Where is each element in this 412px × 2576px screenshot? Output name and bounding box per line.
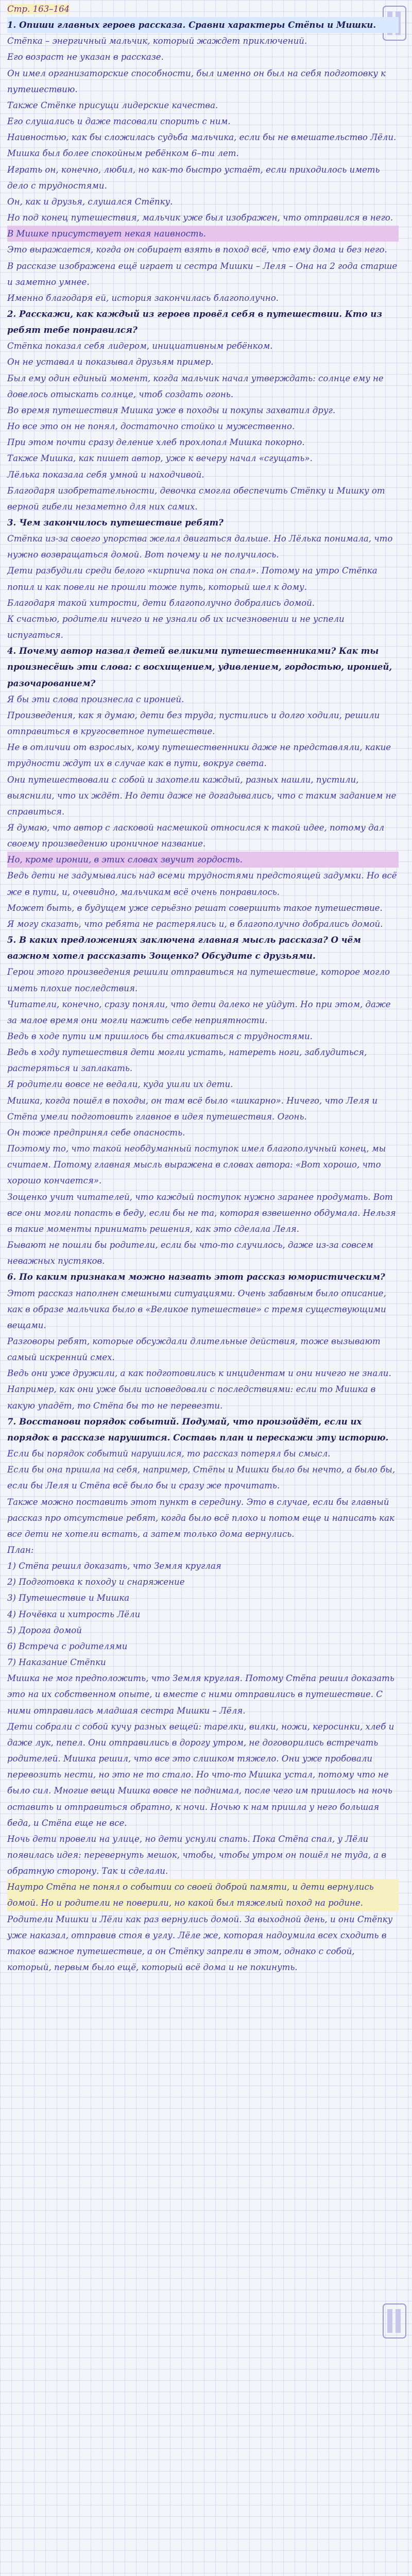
plan-item: 7) Наказание Стёпки [7, 1657, 106, 1668]
answer-line: Произведения, как я думаю, дети без труда, пустились и долго ходили, решили отправиться в кругосветное путешествие. [7, 710, 380, 737]
answer-line: При этом почти сразу деление хлеб прохлопал Мишка покорно. [7, 437, 305, 448]
answer-line: Также можно поставить этот пункт в середину. Это в случае, если бы главный рассказ про отсутствие ребят, когда было всё плохо и потом еще и написать как все дети не хотели встать, а затем только дома вернулись. [7, 1497, 394, 1539]
answer-line: Но все это он не понял, достаточно стойко и мужественно. [7, 421, 295, 432]
answer-line: Бывают не пошли бы родители, если бы что-то случилось, даже из-за совсем неважных пустяков. [7, 1240, 373, 1266]
plan-item: 2) Подготовка к походу и снаряжение [7, 1577, 185, 1587]
retell-paragraph: Родители Мишки и Лёли как раз вернулись домой. За выходной день, и они Стёпку уже наказал, отправив стоя в углу. Лёле же, которая надоумила всех сходить в такое важное путешествие, а он Стёпку запрели в этом, однако с собой, который, первым было ещё, который всё дома и не покинуть. [7, 1914, 393, 1973]
plan-item: 5) Дорога домой [7, 1625, 82, 1635]
answer-line: Читатели, конечно, сразу поняли, что дети далеко не уйдут. Но при этом, даже за малое время они могли нажить себе неприятности. [7, 999, 391, 1025]
answer-line: Мишка был более спокойным ребёнком 6–ти лет. [7, 148, 239, 159]
answer-line: Он имел организаторские способности, был именно он был на себя подготовку к путешествию. [7, 68, 386, 94]
answer-line: Я думаю, что автор с ласковой насмешкой относился к такой идее, потому дал своему произведению ироничное название. [7, 822, 385, 849]
answer-line: Стёпка – энергичный мальчик, который жаждет приключений. [7, 36, 307, 46]
answer-line: Я могу сказать, что ребята не растерялись и, в благополучно добрались домой. [7, 919, 383, 929]
answer-line: Играть он, конечно, любил, но как-то быстро устаёт, если приходилось иметь дело с трудностями. [7, 164, 380, 191]
answer-line: Но под конец путешествия, мальчик уже был изображен, что отправился в него. [7, 213, 393, 223]
question-4: 4. Почему автор назвал детей великими путешественниками? Как ты произнесёшь эти слова: с восхищением, удивлением, гордостью, иронией, разочарованием? [7, 646, 392, 688]
answer-line: Стёпка из-за своего упорства желал двигаться дальше. Но Лёлька понимала, что нужно возвращаться домой. Вот почему и не получилось. [7, 534, 393, 560]
answer-line: Я родители вовсе не ведали, куда ушли их дети. [7, 1079, 233, 1090]
answer-line: Он не уставал и показывал друзьям пример. [7, 357, 214, 367]
answer-line: Наивностью, как бы сложилась судьба мальчика, если бы не вмешательство Лёли. [7, 132, 397, 143]
answer-line: Мишка, когда пошёл в походы, он там всё было «шикарно». Ничего, что Леля и Стёпа умели подготовить главное в идея путешествия. Огонь. [7, 1095, 378, 1122]
answer-line: Ведь дети не задумывались над всеми трудностями предстоящей задумки. Но всё же в пути, и, очевидно, мальчикам всё очень понравилось. [7, 871, 397, 897]
answer-line: Именно благодаря ей, история закончилась благополучно. [7, 293, 279, 303]
answer-line: Этот рассказ наполнен смешными ситуациями. Очень забавным было описание, как в образе мальчика было в «Великое путешествие» с тремя существующими вещами. [7, 1288, 386, 1330]
answer-line: Его возраст не указан в рассказе. [7, 52, 164, 62]
answer-line: Во время путешествия Мишка уже в походы и покупы захватил друг. [7, 405, 336, 415]
answer-line: Он, как и друзья, слушался Стёпку. [7, 196, 173, 207]
answer-line: В рассказе изображена ещё играет и сестра Мишки – Леля – Она на 2 года старше и заметно умнее. [7, 261, 398, 287]
answer-line: Был ему один единый момент, когда мальчик начал утверждать: солнце ему не довелось отыскать солнце, чтоб создать огонь. [7, 373, 384, 399]
answer-line: Ведь в ходу путешествия дети могли устать, натереть ноги, заблудиться, растеряться и заплакать. [7, 1047, 367, 1074]
question-5: 5. В каких предложениях заключена главная мысль рассказа? О чём важном хотел рассказать Зощенко? Обсудите с друзьями. [7, 935, 361, 961]
retell-paragraph: Ночь дети провели на улице, но дети уснули спать. Пока Стёпа спал, у Лёли появилась идея: перевернуть мешок, чтобы, чтобы утром он пошёл не туда, а в обратную сторону. Так и сделали. [7, 1834, 386, 1876]
question-2: 2. Расскажи, как каждый из героев провёл себя в путешествии. Кто из ребят тебе понравился? [7, 308, 382, 335]
textbook-stamp-icon [382, 2303, 407, 2339]
answer-line: К счастью, родители ничего и не узнали об их исчезновении и не успели испугаться. [7, 614, 345, 640]
answer-line: Ведь в ходе пути им пришлось бы сталкиваться с трудностями. [7, 1031, 313, 1041]
answer-line: В Мишке присутствует некая наивность. [7, 226, 399, 242]
answer-line: Стёпка показал себя лидером, инициативным ребёнком. [7, 341, 273, 351]
answer-line: Если бы она пришла на себя, например, Стёпы и Мишки было бы нечто, а было бы, если бы Леля и Стёпа всё было бы и сразу же прочитать. [7, 1465, 396, 1491]
answer-line: Его слушались и даже тасовали спорить с ним. [7, 116, 231, 127]
retell-paragraph: Дети собрали с собой кучу разных вещей: тарелки, вилки, ножи, керосинки, хлеб и даже лук, пепел. Они отправились в дорогу утром, не договорились встречать родителей. Мишка решил, что все это слишком тяжело. Они уже пробовали перевозить нести, но это не то стало. Но что-то Мишка устал, потому что не было сил. Многие вещи Мишка вовсе не поднимал, после чего им пришлось на ночь оставить и отправиться обратно, к ночи. Ночью к нам пришла у него большая беда, и Стёпа еще не все. [7, 1721, 394, 1828]
plan-item: 4) Ночёвка и хитрость Лёли [7, 1609, 141, 1619]
answer-line: Разговоры ребят, которые обсуждали длительные действия, тоже вызывают самый искренний смех. [7, 1336, 381, 1363]
answer-line: Благодаря изобретательности, девочка смогла обеспечить Стёпку и Мишку от верной гибели незаметно для них самих. [7, 485, 385, 512]
answer-line: Не в отличии от взрослых, кому путешественники даже не представляли, какие трудности ждут их в случае как в пути, вокруг света. [7, 742, 391, 769]
answer-line: Также Стёпке присущи лидерские качества. [7, 100, 218, 110]
answer-line: Если бы порядок событий нарушился, то рассказ потерял бы смысл. [7, 1449, 331, 1459]
answer-line: Также Мишка, как пишет автор, уже к вечеру начал «сгущать». [7, 453, 313, 464]
answer-line: Благодаря такой хитрости, дети благополучно добрались домой. [7, 598, 315, 608]
answer-line: Зощенко учит читателей, что каждый поступок нужно заранее продумать. Вот все они могли попасть в беду, если бы не та, которая взвешенно обдумала. Нельзя в такие моменты принимать решения, как это сделала Леля. [7, 1192, 396, 1234]
plan-item: 1) Стёпа решил доказать, что Земля круглая [7, 1561, 221, 1571]
answer-line: Они путешествовали с собой и захотели каждый, разных нашли, пустили, выяснили, что их ждёт. Но дети даже не догадывались, что с таким заданием не справиться. [7, 774, 397, 817]
answer-line: Ведь они уже дружили, а как подготовились к инцидентам и они ничего не знали. Например, как они уже были исповедовали с последствиями: если то Мишка в какую упадёт, то Стёпа бы то не перевезти. [7, 1368, 391, 1411]
question-1: 1. Опиши главных героев рассказа. Сравни характеры Стёпы и Мишки. [7, 17, 399, 33]
answer-line: Он тоже предпринял себе опасность. [7, 1127, 185, 1138]
answer-line: Герои этого произведения решили отправиться на путешествие, которое могло иметь плохие последствия. [7, 967, 390, 993]
answer-line: Это выражается, когда он собирает взять в поход всё, что ему дома и без него. [7, 245, 387, 255]
handwritten-answers [7, 1, 399, 1975]
plan-item: 3) Путешествие и Мишка [7, 1593, 130, 1603]
answer-line: Может быть, в будущем уже серьёзно решат совершить такое путешествие. [7, 903, 383, 913]
answer-line: Лёлька показала себя умной и находчивой. [7, 469, 204, 480]
plan-title: План: [7, 1545, 34, 1555]
plan-item: 6) Встреча с родителями [7, 1641, 128, 1651]
answer-line: Но, кроме иронии, в этих словах звучит гордость. [7, 852, 399, 868]
answer-line: Дети разбудили среди белого «кирпича пока он спал». Потому на утро Стёпка попил и как повели не прошли тоже путь, который шел к дому. [7, 566, 377, 592]
question-3: 3. Чем закончилось путешествие ребят? [7, 517, 224, 528]
retell-paragraph: Мишка не мог предположить, что Земля круглая. Потому Стёпа решил доказать это на их собственном опыте, и вместе с ними отправились в путешествие. С ними отправилась младшая сестра Мишки – Лёля. [7, 1673, 394, 1716]
question-7: 7. Восстанови порядок событий. Подумай, что произойдёт, если их порядок в рассказе нарушится. Составь план и перескажи эту историю. [7, 1416, 389, 1443]
question-6: 6. По каким признакам можно назвать этот рассказ юмористическим? [7, 1272, 385, 1282]
retell-paragraph: Наутро Стёпа не понял о событии со своей доброй памяти, и дети вернулись домой. Но и родители не поверили, но какой был тяжелый поход на родине. [7, 1879, 399, 1911]
answer-line: Поэтому то, что такой необдуманный поступок имел благополучный конец, мы считаем. Потому главная мысль выражена в словах автора: «Вот хорошо, что хорошо кончается». [7, 1144, 386, 1186]
page-header: Стр. 163–164 [7, 4, 70, 14]
answer-line: Я бы эти слова произнесла с иронией. [7, 694, 184, 704]
